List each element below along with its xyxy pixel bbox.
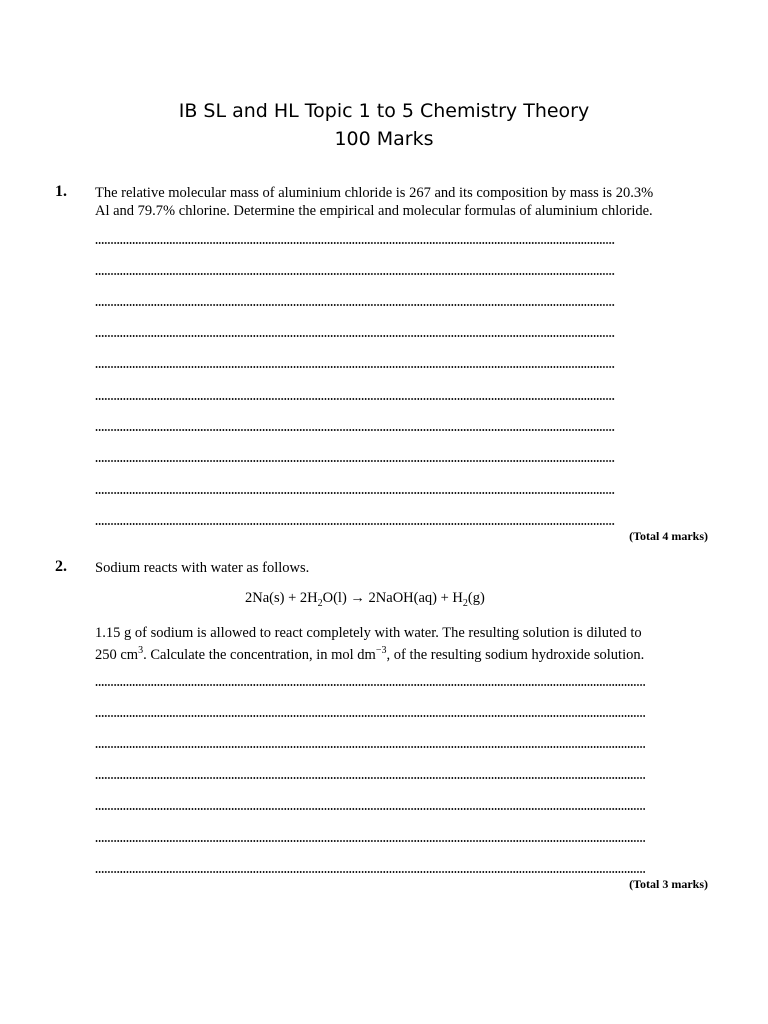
question-text-line-2: Al and 79.7% chlorine. Determine the empirical and molecular formulas of aluminium chloride. (95, 203, 653, 219)
total-marks: (Total 3 marks) (629, 877, 708, 891)
answer-line[interactable] (95, 273, 615, 275)
equation-part: O(l) (322, 590, 351, 606)
answer-line[interactable] (95, 492, 615, 494)
text-part: . Calculate the concentration, in mol dm (143, 646, 376, 663)
title-line-1: IB SL and HL Topic 1 to 5 Chemistry Theory (178, 100, 590, 122)
answer-line[interactable] (95, 523, 615, 525)
answer-line[interactable] (95, 808, 645, 810)
answer-line[interactable] (95, 684, 645, 686)
answer-line[interactable] (95, 746, 645, 748)
superscript: −3 (375, 645, 387, 656)
question-number: 2. (55, 558, 67, 575)
answer-line[interactable] (95, 429, 615, 431)
answer-line[interactable] (95, 335, 615, 337)
equation-part: 2Na(s) + 2H (245, 590, 318, 606)
title-line-2: 100 Marks (334, 128, 434, 150)
equation-part: (g) (467, 590, 485, 606)
total-marks: (Total 4 marks) (629, 529, 708, 543)
answer-line[interactable] (95, 242, 615, 244)
question-body-line-1: 1.15 g of sodium is allowed to react completely with water. The resulting solution is diluted to (95, 625, 642, 641)
answer-line[interactable] (95, 398, 615, 400)
answer-line[interactable] (95, 777, 645, 779)
chemical-equation (245, 590, 485, 609)
equation-part: 2NaOH(aq) + H (364, 590, 463, 606)
superscript: 3 (138, 645, 144, 656)
question-intro: Sodium reacts with water as follows. (95, 560, 310, 576)
answer-line[interactable] (95, 840, 645, 842)
equation-subscript: 2 (462, 597, 468, 609)
text-part: 250 cm (95, 646, 139, 663)
question-body-line-2 (95, 642, 644, 664)
answer-line[interactable] (95, 871, 645, 873)
answer-line[interactable] (95, 304, 615, 306)
answer-line[interactable] (95, 366, 615, 368)
equation-subscript: 2 (317, 597, 323, 609)
question-text-line-1: The relative molecular mass of aluminium chloride is 267 and its composition by mass is 20.3% (95, 185, 654, 201)
reaction-arrow-icon: → (350, 590, 365, 606)
answer-line[interactable] (95, 460, 615, 462)
text-part: , of the resulting sodium hydroxide solution. (386, 646, 645, 663)
question-number: 1. (55, 183, 67, 200)
answer-line[interactable] (95, 715, 645, 717)
